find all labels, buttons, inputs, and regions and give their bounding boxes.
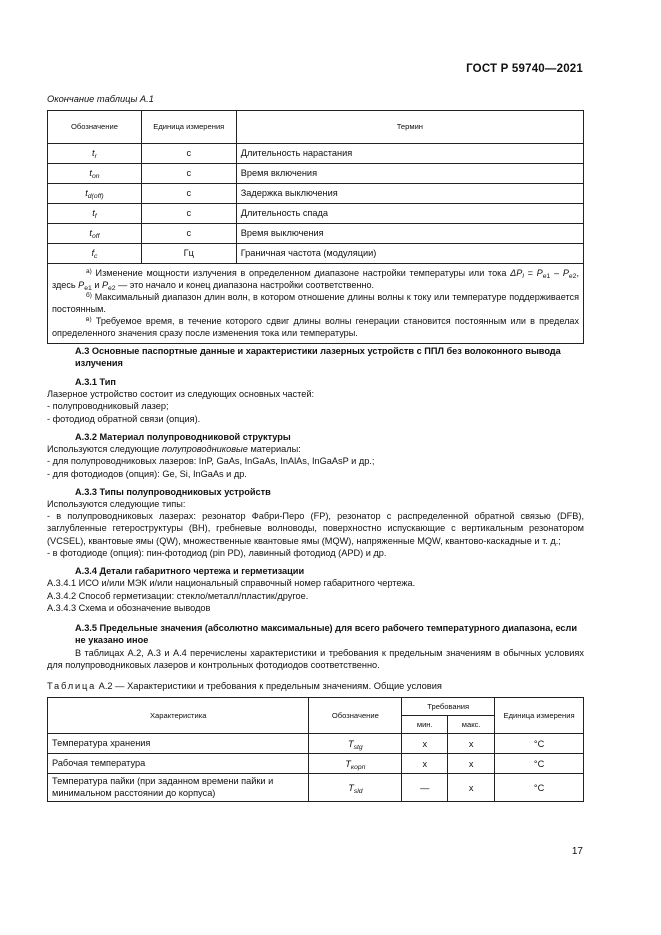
- list-item: А.3.4.1 ИСО и/или МЭК и/или национальный справочный номер габаритного чертежа.: [47, 578, 416, 589]
- col-symbol-header: Обозначение: [48, 111, 142, 144]
- term-cell: Длительность нарастания: [236, 144, 583, 164]
- section-a35-text: В таблицах А.2, А.3 и А.4 перечислены характеристики и требования к предельным значениям в обычных условиях для полупроводниковых лазеров и контрольных фотодиодов соответственно.: [47, 647, 584, 670]
- symbol-cell: $T_{корп}$: [309, 754, 402, 774]
- table-a1-caption: Окончание таблицы А.1: [47, 94, 154, 104]
- term-cell: Задержка выключения: [236, 184, 583, 204]
- section-a33-title: А.3.3 Типы полупроводниковых устройств: [75, 486, 271, 497]
- max-cell: x: [448, 754, 495, 774]
- char-cell: Рабочая температура: [48, 754, 309, 774]
- term-cell: Время включения: [236, 164, 583, 184]
- list-item: - для фотодиодов (опция): Ge, Si, InGaAs и др.: [47, 468, 247, 479]
- table-row: [48, 734, 584, 754]
- term-cell: Граничная частота (модуляции): [236, 244, 583, 264]
- table-row: [48, 774, 584, 802]
- table-row: [48, 164, 584, 184]
- unit-cell: с: [141, 164, 236, 184]
- section-a31-intro: Лазерное устройство состоит из следующих основных частей:: [47, 389, 315, 400]
- unit-cell: с: [141, 204, 236, 224]
- col-min-header: мин.: [402, 716, 448, 734]
- table-a2-caption: Таблица А.2 — Характеристики и требования к предельным значениям. Общие условия: [47, 681, 442, 692]
- page-number: 17: [571, 846, 583, 857]
- table-row: [48, 224, 584, 244]
- col-unit-header: Единица измерения: [141, 111, 236, 144]
- document-id: ГОСТ Р 59740—2021: [466, 63, 583, 75]
- col-term-header: Термин: [236, 111, 583, 144]
- min-cell: x: [402, 754, 448, 774]
- section-a3-title: А.3 Основные паспортные данные и характеристики лазерных устройств с ППЛ без волоконного вывода излучения: [75, 346, 561, 368]
- char-cell: Температура пайки (при заданном времени пайки и минимальном расстоянии до корпуса): [48, 774, 309, 802]
- table-a2: [47, 697, 584, 802]
- col-char-header: Характеристика: [48, 698, 309, 734]
- table-notes-row: [48, 264, 584, 344]
- symbol-cell: $t_{off}$: [48, 224, 142, 244]
- list-item: - полупроводниковый лазер;: [47, 401, 169, 412]
- term-cell: Время выключения: [236, 224, 583, 244]
- max-cell: x: [448, 734, 495, 754]
- table-row: [48, 184, 584, 204]
- table-row: [48, 754, 584, 774]
- table-row: [48, 144, 584, 164]
- footnote-a: $^{а)}$ Изменение мощности излучения в определенном диапазоне настройки температуры или тока $\Delta P_l = P_{e1} - P_{e2}$, здесь $P_{e1}$ и $P_{e2}$ — это начало и конец диапазона настройки соответственно.: [52, 268, 579, 292]
- table-notes: [48, 264, 584, 344]
- section-a35-title: А.3.5 Предельные значения (абсолютно максимальные) для всего рабочего температурного диапазона, если не указано иное: [75, 623, 578, 646]
- symbol-cell: $t_{d(off)}$: [48, 184, 142, 204]
- section-a31-title: А.3.1 Тип: [75, 376, 116, 387]
- list-item: А.3.4.3 Схема и обозначение выводов: [47, 602, 211, 613]
- unit-cell: с: [141, 224, 236, 244]
- symbol-cell: $t_{on}$: [48, 164, 142, 184]
- col-max-header: макс.: [448, 716, 495, 734]
- list-item: - фотодиод обратной связи (опция).: [47, 413, 201, 424]
- table-a1: [47, 110, 584, 344]
- symbol-cell: $T_{stg}$: [309, 734, 402, 754]
- unit-cell: с: [141, 184, 236, 204]
- col-unit-header: Единица измерения: [495, 698, 584, 734]
- unit-cell: °С: [495, 754, 584, 774]
- unit-cell: Гц: [141, 244, 236, 264]
- symbol-cell: $T_{sld}$: [309, 774, 402, 802]
- list-item: - в полупроводниковых лазерах: резонатор Фабри-Перо (FP), резонатор с распределенной обратной связью (DFB), заглубленные гетероструктуры (ВН), гребневые волноводы, поверхностно испускающие с вертикальным резонатором (VCSEL), квантовые ямы (QW), множественные квантовые ямы (MQW), напряженные MQW, квантово-каскадные и т. д.;: [47, 511, 584, 546]
- col-req-header: Требования: [402, 698, 495, 716]
- footnote-b: $^{б)}$ Максимальный диапазон длин волн, в котором отношение длины волны к току или температуре поддерживается постоянным.: [52, 292, 580, 314]
- table-row: [48, 244, 584, 264]
- unit-cell: °С: [495, 774, 584, 802]
- list-item: - для полупроводниковых лазеров: InP, GaAs, InGaAs, InAlAs, InGaAsP и др.;: [47, 456, 375, 467]
- col-symbol-header: Обозначение: [309, 698, 402, 734]
- max-cell: x: [448, 774, 495, 802]
- section-a33-intro: Используются следующие типы:: [47, 499, 186, 510]
- unit-cell: с: [141, 144, 236, 164]
- term-cell: Длительность спада: [236, 204, 583, 224]
- table-row: [48, 204, 584, 224]
- symbol-cell: $t_r$: [48, 144, 142, 164]
- list-item: - в фотодиоде (опция): пин-фотодиод (pin PD), лавинный фотодиод (APD) и др.: [47, 547, 387, 558]
- symbol-cell: $f_c$: [48, 244, 142, 264]
- document-body: [47, 346, 584, 802]
- symbol-cell: $t_f$: [48, 204, 142, 224]
- table-header-row: [48, 698, 584, 716]
- table-header-row: [48, 111, 584, 144]
- unit-cell: °С: [495, 734, 584, 754]
- section-a32-intro: Используются следующие полупроводниковые материалы:: [47, 444, 301, 455]
- list-item: А.3.4.2 Способ герметизации: стекло/металл/пластик/другое.: [47, 590, 309, 601]
- section-a32-title: А.3.2 Материал полупроводниковой структуры: [75, 431, 291, 442]
- min-cell: —: [402, 774, 448, 802]
- section-a34-title: А.3.4 Детали габаритного чертежа и герметизации: [75, 566, 305, 577]
- min-cell: x: [402, 734, 448, 754]
- char-cell: Температура хранения: [48, 734, 309, 754]
- footnote-c: $^{в)}$ Требуемое время, в течение которого сдвиг длины волны генерации становится постоянным или в пределах определенного значения сразу после изменения тока или температуры.: [52, 316, 579, 338]
